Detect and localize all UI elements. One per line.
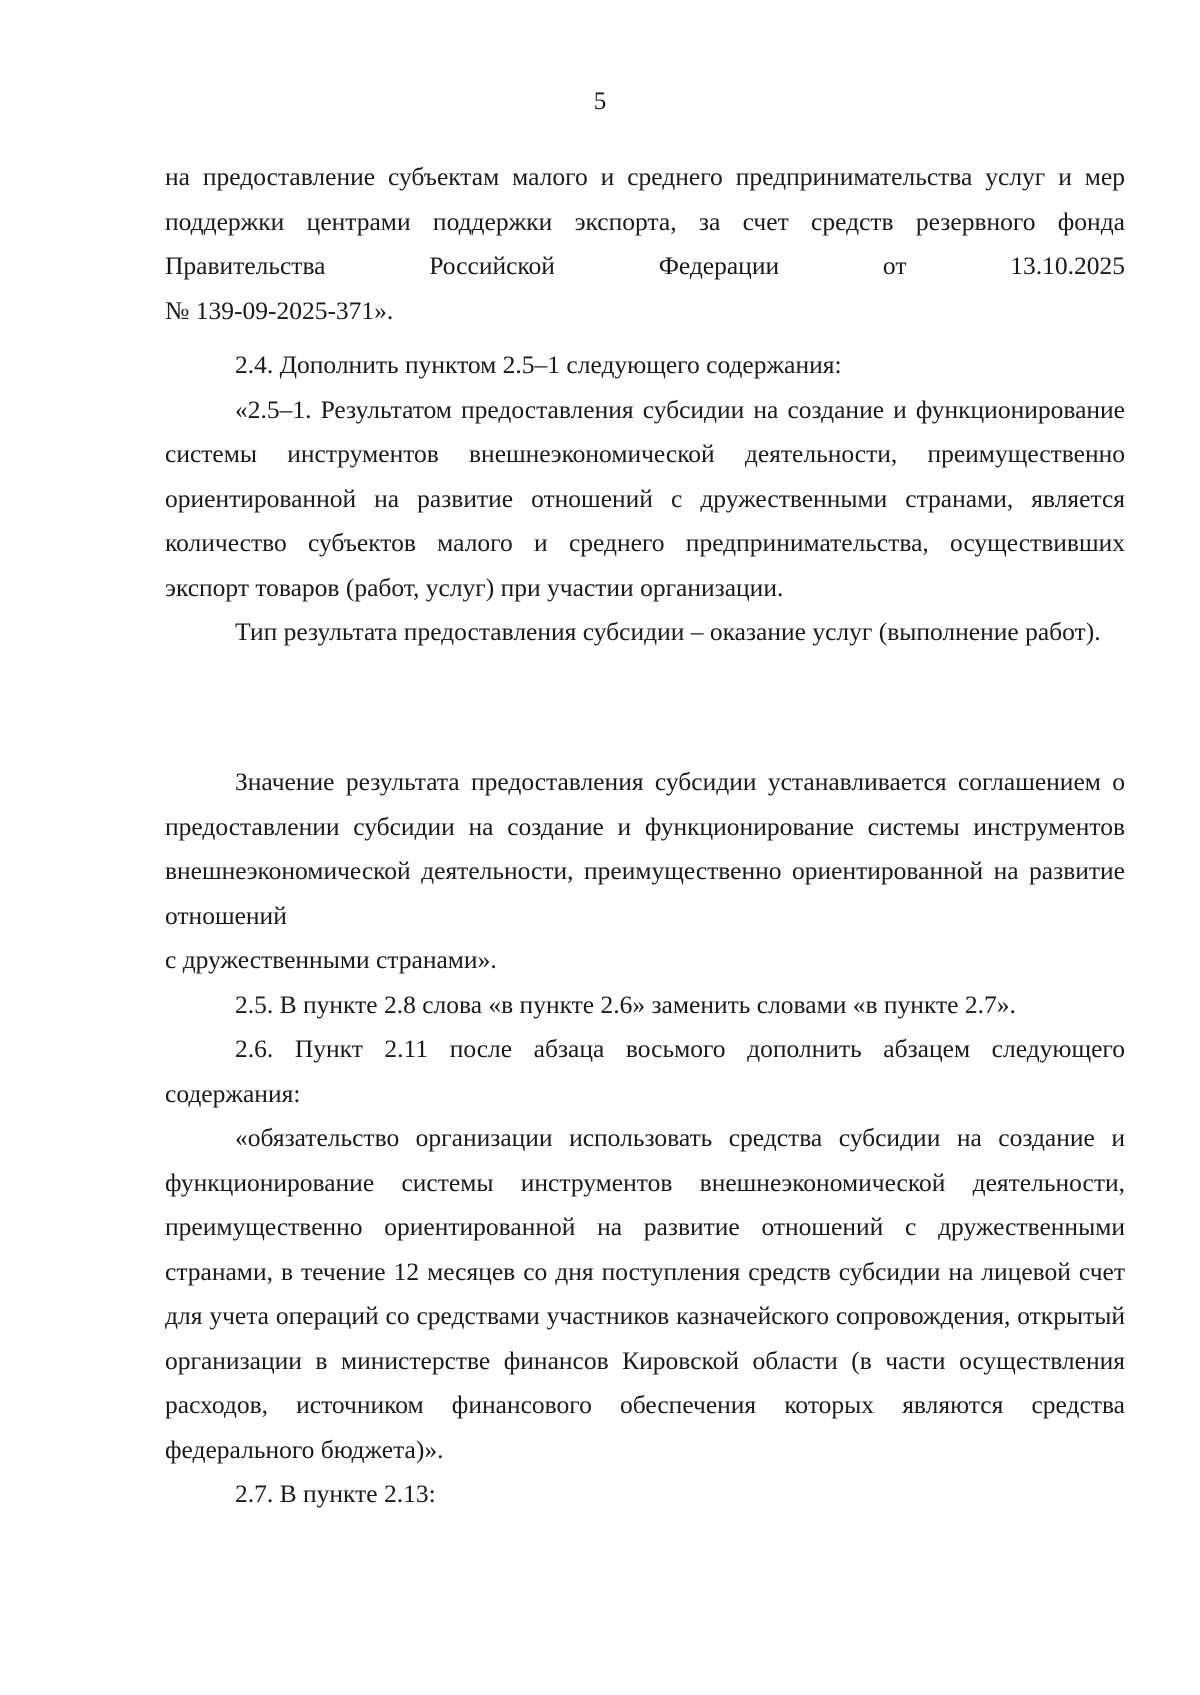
paragraph-2-4: 2.4. Дополнить пунктом 2.5–1 следующего содержания: [235, 350, 842, 379]
text-block-middle [165, 343, 1125, 655]
continuation-paragraph: на предоставление субъектам малого и среднего предпринимательства услуг и мер поддержки центрами поддержки экспорта, за счет средств резервного фонда Правительства Российской Федерации от 13.10.2025 [165, 162, 1125, 280]
paragraph-2-6: 2.6. Пункт 2.11 после абзаца восьмого дополнить абзацем следующего содержания: [165, 1034, 1125, 1108]
text-block-top [165, 155, 1125, 333]
paragraph-obligation: «обязательство организации использовать средства субсидии на создание и функционирование системы инструментов внешнеэкономической деятельности, преимущественно ориентированной на развитие отношений с дружественными странами, в течение 12 месяцев со дня поступления средств субсидии на лицевой счет для учета операций со средствами участников казначейского сопровождения, открытый организации в министерстве финансов Кировской области (в части осуществления расходов, источником финансового обеспечения которых являются средства федерального бюджета)». [165, 1123, 1125, 1464]
paragraph-result-value-last-line: с дружественными странами». [165, 945, 497, 974]
page-number: 5 [593, 88, 607, 115]
text-block-bottom [165, 760, 1125, 1517]
paragraph-2-5-1: «2.5–1. Результатом предоставления субсидии на создание и функционирование системы инструментов внешнеэкономической деятельности, преимущественно ориентированной на развитие отношений с дружественными странами, является количество субъектов малого и среднего предпринимательства, осуществивших экспорт товаров (работ, услуг) при участии организации. [165, 394, 1125, 602]
paragraph-result-value: Значение результата предоставления субсидии устанавливается соглашением о предоставлении субсидии на создание и функционирование системы инструментов внешнеэкономической деятельности, преимущественно ориентированной на развитие отношений [165, 767, 1125, 930]
paragraph-2-5: 2.5. В пункте 2.8 слова «в пункте 2.6» заменить словами «в пункте 2.7». [235, 989, 1016, 1019]
continuation-last-line: № 139-09-2025-371». [165, 295, 394, 325]
paragraph-2-7: 2.7. В пункте 2.13: [235, 1479, 436, 1508]
paragraph-result-type: Тип результата предоставления субсидии – оказание услуг (выполнение работ). [235, 617, 1101, 646]
